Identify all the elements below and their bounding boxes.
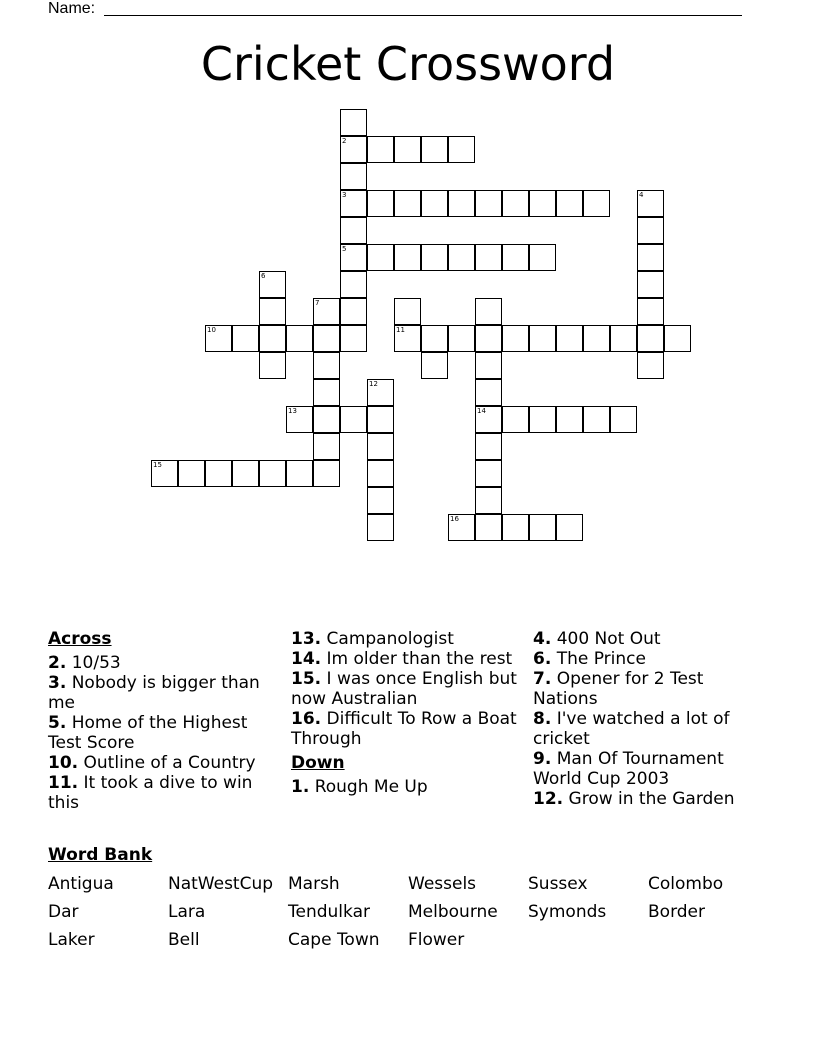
grid-cell[interactable] [367, 514, 394, 541]
clue [533, 709, 769, 749]
grid-cell[interactable] [529, 406, 556, 433]
grid-cell[interactable] [259, 298, 286, 325]
grid-cell[interactable] [637, 244, 664, 271]
word-bank-item: Bell [168, 930, 200, 950]
word-bank-item: Flower [408, 930, 465, 950]
grid-cell[interactable] [313, 352, 340, 379]
clue-number: 11 [396, 326, 405, 334]
word-bank-item: Colombo [648, 874, 724, 894]
grid-cell[interactable] [529, 325, 556, 352]
clue [48, 653, 284, 673]
grid-cell[interactable] [421, 244, 448, 271]
clue-number: 16 [450, 515, 459, 523]
clue-number-label: 13. [291, 629, 322, 649]
clues-column-3 [533, 629, 769, 809]
word-bank-title: Word Bank [48, 845, 153, 865]
clue-text: 10/53 [71, 653, 121, 673]
clue-text: Nobody is bigger than me [48, 673, 260, 713]
grid-cell[interactable] [475, 406, 502, 433]
grid-cell[interactable] [475, 433, 502, 460]
word-bank-item: Lara [168, 902, 206, 922]
clue-number: 7 [315, 299, 320, 307]
grid-cell[interactable] [232, 325, 259, 352]
clue-number: 3 [342, 191, 347, 199]
clue [291, 649, 527, 669]
grid-cell[interactable] [259, 271, 286, 298]
word-bank-item: Melbourne [408, 902, 498, 922]
word-bank-item: NatWestCup [168, 874, 274, 894]
grid-cell[interactable] [421, 190, 448, 217]
clue-number-label: 9. [533, 749, 552, 769]
grid-cell[interactable] [475, 460, 502, 487]
clue [533, 749, 769, 789]
clue-number-label: 5. [48, 713, 67, 733]
word-bank-item: Laker [48, 930, 95, 950]
clue [48, 753, 284, 773]
clue-text: Home of the Highest Test Score [48, 713, 248, 753]
grid-cell[interactable] [394, 325, 421, 352]
grid-cell[interactable] [151, 460, 178, 487]
clue [48, 713, 284, 753]
grid-cell[interactable] [583, 190, 610, 217]
grid-cell[interactable] [475, 190, 502, 217]
grid-cell[interactable] [583, 325, 610, 352]
clue-number-label: 8. [533, 709, 552, 729]
grid-cell[interactable] [313, 433, 340, 460]
grid-cell[interactable] [637, 217, 664, 244]
grid-cell[interactable] [367, 190, 394, 217]
grid-cell[interactable] [502, 406, 529, 433]
clue-text: Campanologist [326, 629, 454, 649]
clue [533, 669, 769, 709]
word-bank-item: Symonds [528, 902, 607, 922]
word-bank-item: Antigua [48, 874, 114, 894]
grid-cell[interactable] [637, 325, 664, 352]
grid-cell[interactable] [313, 406, 340, 433]
grid-cell[interactable] [448, 514, 475, 541]
grid-cell[interactable] [178, 460, 205, 487]
grid-cell[interactable] [367, 487, 394, 514]
grid-cell[interactable] [475, 244, 502, 271]
grid-cell[interactable] [475, 325, 502, 352]
grid-cell[interactable] [556, 190, 583, 217]
clue-number: 10 [207, 326, 216, 334]
clue-number-label: 16. [291, 709, 322, 729]
clue-text: It took a dive to win this [48, 773, 253, 813]
clue-text: I was once English but now Australian [291, 669, 517, 709]
clue [48, 673, 284, 713]
clue-text: Rough Me Up [314, 777, 428, 797]
grid-cell[interactable] [448, 325, 475, 352]
clue-number-label: 2. [48, 653, 67, 673]
down-clue-list-continued [533, 629, 769, 809]
grid-cell[interactable] [340, 217, 367, 244]
clue [533, 649, 769, 669]
grid-cell[interactable] [367, 460, 394, 487]
clue-number: 5 [342, 245, 347, 253]
grid-cell[interactable] [340, 271, 367, 298]
clue [291, 669, 527, 709]
grid-cell[interactable] [556, 514, 583, 541]
across-clue-list-continued [291, 629, 527, 749]
clue-number-label: 7. [533, 669, 552, 689]
clue-text: Opener for 2 Test Nations [533, 669, 704, 709]
grid-cell[interactable] [610, 325, 637, 352]
clue-number-label: 15. [291, 669, 322, 689]
word-bank-item: Marsh [288, 874, 340, 894]
grid-cell[interactable] [529, 190, 556, 217]
clue-text: 400 Not Out [556, 629, 661, 649]
grid-cell[interactable] [475, 298, 502, 325]
grid-cell[interactable] [637, 352, 664, 379]
grid-cell[interactable] [394, 244, 421, 271]
grid-cell[interactable] [637, 298, 664, 325]
clue-number-label: 14. [291, 649, 322, 669]
word-bank-item: Sussex [528, 874, 588, 894]
clue-number-label: 3. [48, 673, 67, 693]
grid-cell[interactable] [367, 379, 394, 406]
clue-text: I've watched a lot of cricket [533, 709, 730, 749]
grid-cell[interactable] [637, 190, 664, 217]
clues-column-2 [291, 629, 527, 797]
clues-column-1 [48, 629, 284, 813]
clue-text: Outline of a Country [83, 753, 256, 773]
grid-cell[interactable] [448, 136, 475, 163]
grid-cell[interactable] [259, 460, 286, 487]
grid-cell[interactable] [205, 325, 232, 352]
grid-cell[interactable] [394, 190, 421, 217]
grid-cell[interactable] [340, 298, 367, 325]
grid-cell[interactable] [637, 271, 664, 298]
grid-cell[interactable] [313, 298, 340, 325]
grid-cell[interactable] [340, 244, 367, 271]
grid-cell[interactable] [529, 514, 556, 541]
grid-cell[interactable] [610, 406, 637, 433]
word-bank-item: Wessels [408, 874, 477, 894]
grid-cell[interactable] [394, 136, 421, 163]
clue-number: 4 [639, 191, 644, 199]
grid-cell[interactable] [259, 352, 286, 379]
grid-cell[interactable] [205, 460, 232, 487]
grid-cell[interactable] [367, 136, 394, 163]
grid-cell[interactable] [340, 136, 367, 163]
grid-cell[interactable] [664, 325, 691, 352]
grid-cell[interactable] [367, 406, 394, 433]
grid-cell[interactable] [502, 514, 529, 541]
grid-cell[interactable] [340, 325, 367, 352]
grid-cell[interactable] [367, 244, 394, 271]
clue-number: 14 [477, 407, 486, 415]
word-bank-item: Tendulkar [288, 902, 370, 922]
clue-text: Difficult To Row a Boat Through [291, 709, 517, 749]
clue-text: Man Of Tournament World Cup 2003 [533, 749, 724, 789]
grid-cell[interactable] [340, 109, 367, 136]
grid-cell[interactable] [421, 136, 448, 163]
grid-cell[interactable] [502, 190, 529, 217]
grid-cell[interactable] [340, 163, 367, 190]
grid-cell[interactable] [367, 433, 394, 460]
clue [48, 773, 284, 813]
grid-cell[interactable] [313, 325, 340, 352]
grid-cell[interactable] [475, 514, 502, 541]
grid-cell[interactable] [232, 460, 259, 487]
clue-number-label: 11. [48, 773, 79, 793]
grid-cell[interactable] [394, 298, 421, 325]
clue [291, 629, 527, 649]
grid-cell[interactable] [421, 325, 448, 352]
grid-cell[interactable] [583, 406, 610, 433]
clue-number-label: 6. [533, 649, 552, 669]
clue-number-label: 1. [291, 777, 310, 797]
across-clue-list [48, 653, 284, 813]
word-bank-item: Border [648, 902, 705, 922]
down-clue-list [291, 777, 527, 797]
grid-cell[interactable] [475, 352, 502, 379]
clue-number: 13 [288, 407, 297, 415]
grid-cell[interactable] [421, 352, 448, 379]
grid-cell[interactable] [340, 406, 367, 433]
clue-number-label: 4. [533, 629, 552, 649]
clue-number-label: 10. [48, 753, 79, 773]
clue-number: 2 [342, 137, 347, 145]
grid-cell[interactable] [448, 244, 475, 271]
grid-cell[interactable] [313, 460, 340, 487]
word-bank-item: Dar [48, 902, 79, 922]
grid-cell[interactable] [259, 325, 286, 352]
page-title: Cricket Crossword [200, 37, 616, 91]
grid-cell[interactable] [502, 244, 529, 271]
grid-cell[interactable] [556, 406, 583, 433]
grid-cell[interactable] [286, 406, 313, 433]
grid-cell[interactable] [286, 325, 313, 352]
clue-number: 6 [261, 272, 266, 280]
grid-cell[interactable] [556, 325, 583, 352]
grid-cell[interactable] [448, 190, 475, 217]
across-heading: Across [48, 629, 112, 649]
grid-cell[interactable] [475, 487, 502, 514]
down-heading: Down [291, 753, 345, 773]
clue [291, 777, 527, 797]
grid-cell[interactable] [286, 460, 313, 487]
clue-text: Im older than the rest [326, 649, 513, 669]
clue [533, 789, 769, 809]
name-label: Name: [48, 0, 96, 17]
clue-number: 15 [153, 461, 162, 469]
word-bank-item: Cape Town [288, 930, 380, 950]
grid-cell[interactable] [313, 379, 340, 406]
clue-number: 12 [369, 380, 378, 388]
clue-text: The Prince [556, 649, 646, 669]
grid-cell[interactable] [502, 325, 529, 352]
grid-cell[interactable] [529, 244, 556, 271]
grid-cell[interactable] [475, 379, 502, 406]
clue-number-label: 12. [533, 789, 564, 809]
clue-text: Grow in the Garden [568, 789, 735, 809]
clue [533, 629, 769, 649]
grid-cell[interactable] [340, 190, 367, 217]
clue [291, 709, 527, 749]
